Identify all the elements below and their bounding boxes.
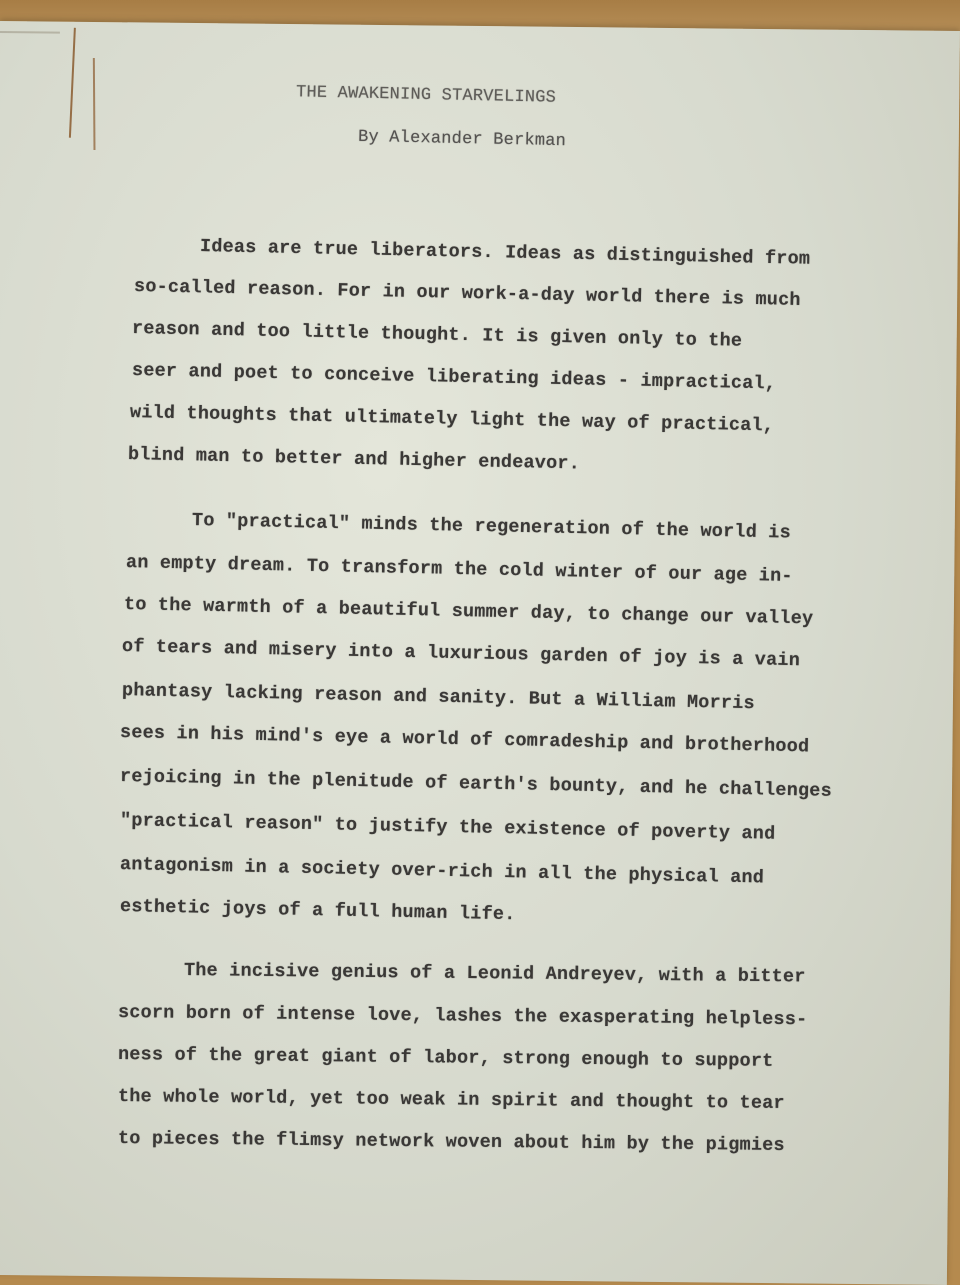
paragraph-2-line-5: phantasy lacking reason and sanity. But a William Morris: [121, 680, 755, 715]
paragraph-2-line-8: "practical reason" to justify the existence of poverty and: [119, 810, 776, 845]
paragraph-3-line-5: to pieces the flimsy network woven about him by the pigmies: [117, 1128, 785, 1156]
paragraph-2-line-1: To "practical" minds the regeneration of the world is: [191, 510, 792, 544]
paragraph-3-line-4: the whole world, yet too weak in spirit and thought to tear: [117, 1086, 785, 1114]
pencil-mark: [93, 58, 96, 150]
paragraph-1-line-3: reason and too little thought. It is given only to the: [131, 318, 743, 352]
paragraph-2-line-4: of tears and misery into a luxurious garden of joy is a vain: [121, 636, 801, 672]
paragraph-3-line-2: scorn born of intense love, lashes the exasperating helpless-: [117, 1002, 808, 1031]
paper-crease: [0, 31, 60, 34]
document-title: THE AWAKENING STARVELINGS: [295, 83, 557, 108]
paragraph-1-line-4: seer and poet to conceive liberating ideas - impractical,: [131, 360, 777, 395]
paragraph-2-line-7: rejoicing in the plenitude of earth's bounty, and he challenges: [119, 766, 833, 802]
paragraph-1-line-6: blind man to better and higher endeavor.: [127, 444, 581, 475]
paragraph-2-line-3: to the warmth of a beautiful summer day, to change our valley: [123, 594, 814, 630]
paragraph-3-line-3: ness of the great giant of labor, strong enough to support: [117, 1044, 774, 1072]
paragraph-2-line-10: esthetic joys of a full human life.: [119, 896, 516, 926]
paragraph-3-line-1: The incisive genius of a Leonid Andreyev, with a bitter: [183, 960, 806, 988]
document-byline: By Alexander Berkman: [357, 127, 567, 152]
paragraph-1-line-1: Ideas are true liberators. Ideas as distinguished from: [199, 236, 811, 270]
paragraph-1-line-2: so-called reason. For in our work-a-day world there is much: [133, 276, 801, 311]
paragraph-2-line-6: sees in his mind's eye a world of comradeship and brotherhood: [119, 722, 810, 758]
pencil-mark: [69, 28, 76, 138]
paragraph-1-line-5: wild thoughts that ultimately light the way of practical,: [129, 402, 775, 437]
paragraph-2-line-2: an empty dream. To transform the cold winter of our age in-: [125, 552, 793, 587]
paragraph-2-line-9: antagonism in a society over-rich in all the physical and: [119, 854, 765, 889]
